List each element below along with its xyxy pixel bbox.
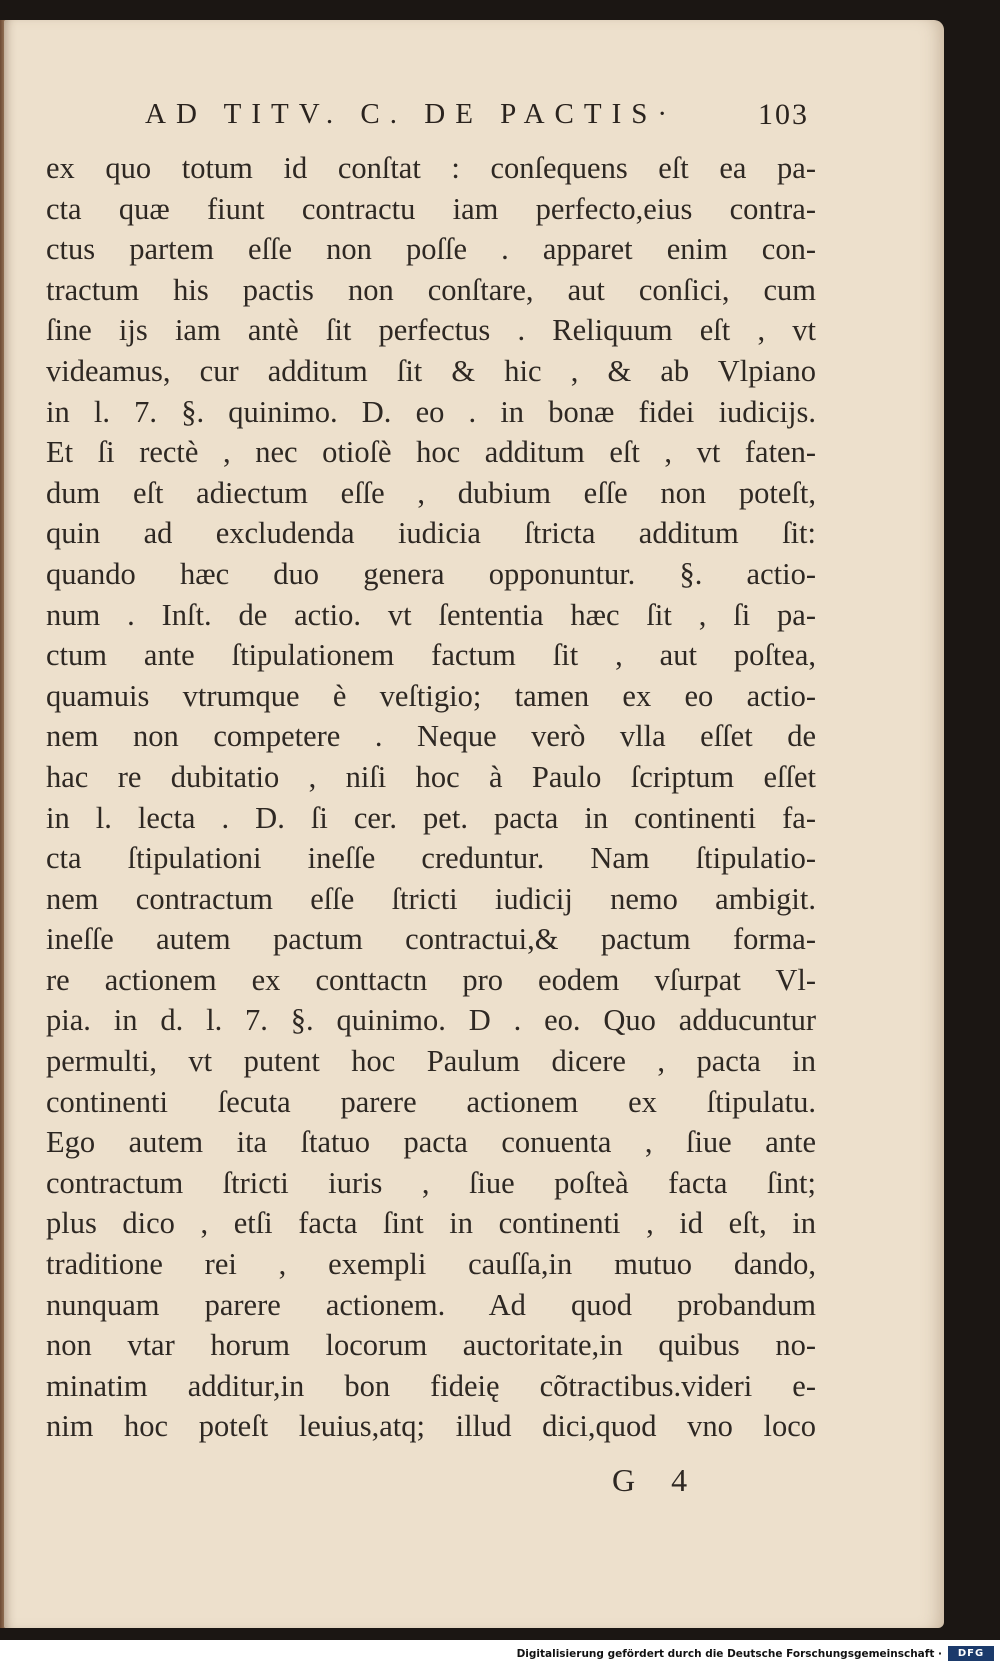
text-line: ſine ijs iam antè ſit perfectus . Reliquum eſt , vt [46, 313, 816, 348]
text-line: ex quo totum id conſtat : conſequens eſt ea pa- [46, 151, 816, 185]
text-line: Ego autem ita ſtatuo pacta conuenta , ſiue ante [46, 1125, 816, 1160]
text-line: plus dico , etſi facta ſint in continenti , id eſt, in [46, 1206, 816, 1241]
text-line: nim hoc poteſt leuius,atq; illud dici,quod vno loco [46, 1409, 816, 1444]
text-line: ineſſe autem pactum contractui,& pactum forma- [46, 922, 816, 957]
text-line: videamus, cur additum ſit & hic , & ab Vlpiano [46, 353, 816, 388]
text-line: ctum ante ſtipulationem factum ſit , aut poſtea, [46, 638, 816, 673]
dfg-logo: DFG [948, 1646, 994, 1661]
signature-mark: G 4 [612, 1462, 702, 1498]
text-line: continenti ſecuta parere actionem ex ſtipulatu. [46, 1084, 816, 1119]
text-line: num . Inſt. de actio. vt ſententia hæc ſit , ſi pa- [46, 597, 816, 632]
text-line: cta quæ fiunt contractu iam perfecto,eius contra- [46, 191, 816, 226]
text-line: traditione rei , exempli cauſſa,in mutuo dando, [46, 1247, 816, 1282]
text-line: nem non competere . Neque verò vlla eſſet de [46, 719, 816, 754]
text-line: nem contractum eſſe ſtricti iudicij nemo ambigit. [46, 881, 816, 916]
body-text [46, 148, 816, 1447]
text-line: pia. in d. l. 7. §. quinimo. D . eo. Quo adducuntur [46, 1003, 816, 1038]
text-line: quando hæc duo genera opponuntur. §. actio- [46, 556, 816, 591]
text-line: quamuis vtrumque è veſtigio; tamen ex eo actio- [46, 678, 816, 713]
digitization-credit: Digitalisierung gefördert durch die Deutsche Forschungsgemeinschaft · [516, 1648, 942, 1660]
text-line: dum eſt adiectum eſſe , dubium eſſe non poteſt, [46, 475, 816, 510]
text-line: nunquam parere actionem. Ad quod probandum [46, 1287, 816, 1322]
page-number: 103 [758, 98, 809, 131]
text-line: permulti, vt putent hoc Paulum dicere , pacta in [46, 1044, 816, 1079]
running-head: AD TITV. C. DE PACTIS· [145, 98, 678, 130]
text-line: minatim additur,in bon fideię cõtractibus.videri e- [46, 1368, 816, 1403]
text-line: cta ſtipulationi ineſſe creduntur. Nam ſtipulatio- [46, 841, 816, 876]
text-line: in l. lecta . D. ſi cer. pet. pacta in continenti fa- [46, 800, 816, 835]
text-line: ctus partem eſſe non poſſe . apparet enim con- [46, 232, 816, 267]
text-line: contractum ſtricti iuris , ſiue poſteà facta ſint; [46, 1165, 816, 1200]
text-line: Et ſi rectè , nec otioſè hoc additum eſt , vt faten- [46, 435, 816, 470]
text-line: quin ad excludenda iudicia ſtricta additum ſit: [46, 516, 816, 551]
text-line: re actionem ex conttactn pro eodem vſurpat Vl- [46, 962, 816, 997]
text-line: hac re dubitatio , niſi hoc à Paulo ſcriptum eſſet [46, 759, 816, 794]
text-line: tractum his pactis non conſtare, aut conſici, cum [46, 272, 816, 307]
text-line: in l. 7. §. quinimo. D. eo . in bonæ fidei iudicijs. [46, 394, 816, 429]
text-line: non vtar horum locorum auctoritate,in quibus no- [46, 1328, 816, 1363]
